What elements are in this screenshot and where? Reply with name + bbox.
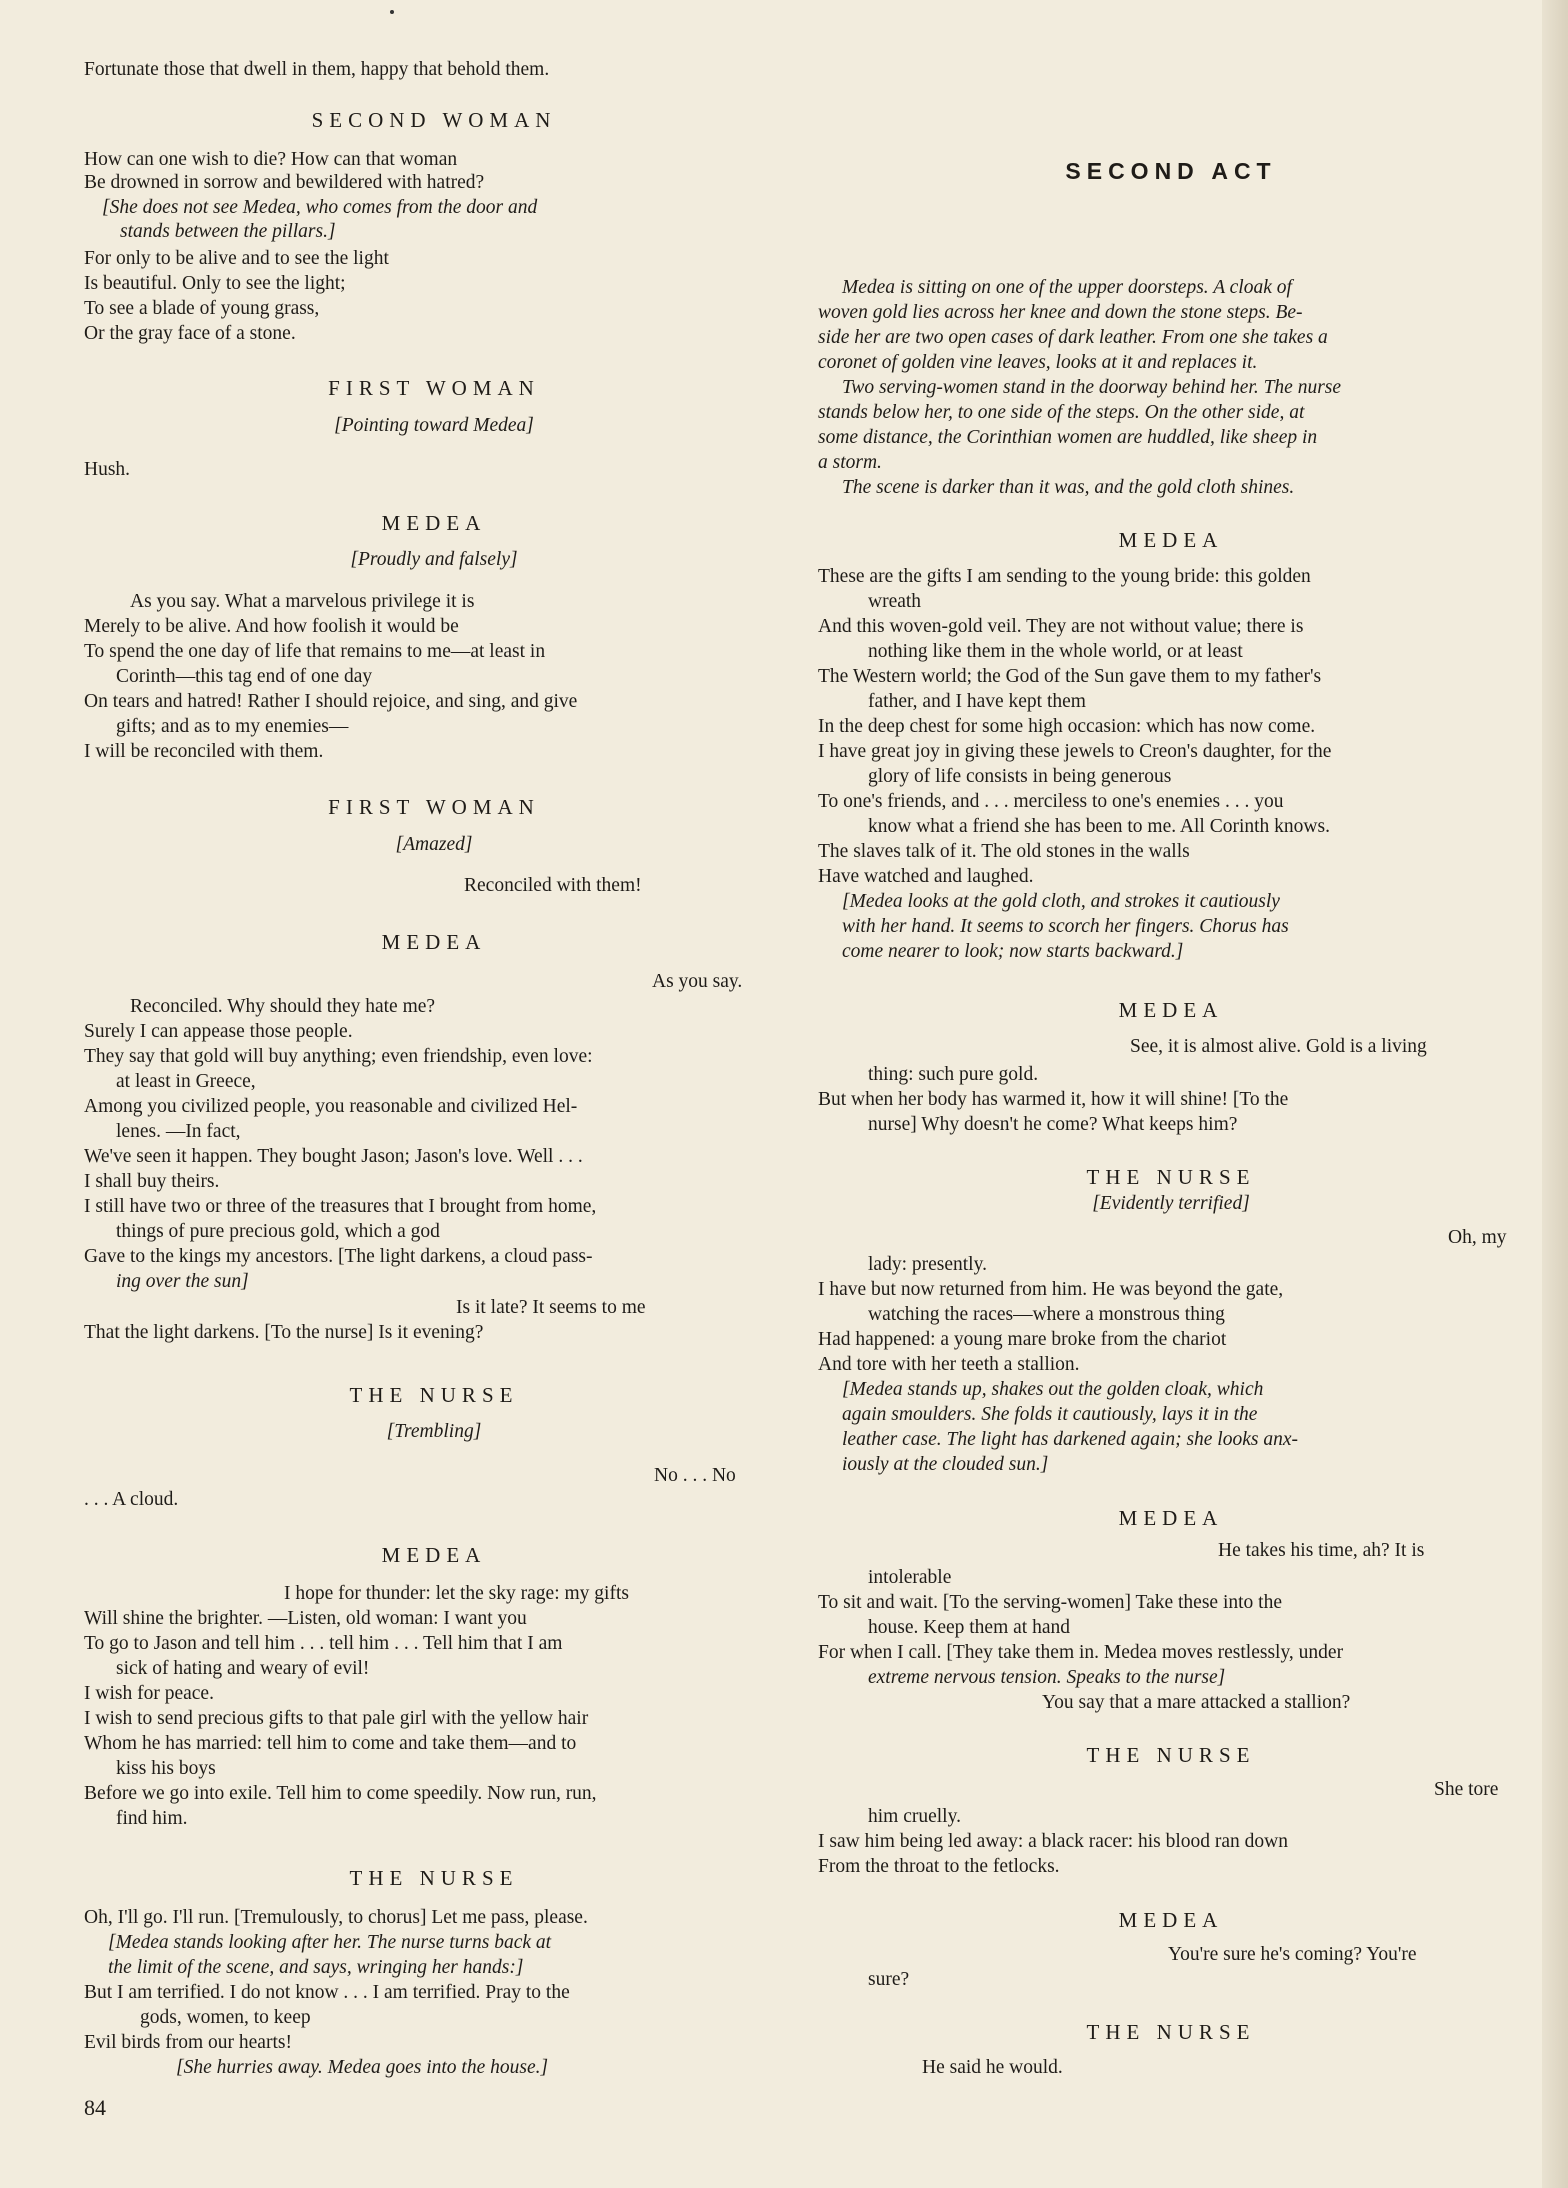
dialogue-line: Be drowned in sorrow and bewildered with hatred? xyxy=(84,172,485,193)
dialogue-line: Whom he has married: tell him to come and take them—and to xyxy=(84,1733,577,1754)
speaker-heading: MEDEA xyxy=(381,930,487,954)
dialogue-line: I have but now returned from him. He was beyond the gate, xyxy=(818,1279,1284,1300)
stage-direction: the limit of the scene, and says, wringing her hands:] xyxy=(108,1957,524,1978)
print-mark xyxy=(390,10,394,14)
stage-direction: extreme nervous tension. Speaks to the nurse] xyxy=(868,1667,1226,1688)
dialogue-line: And tore with her teeth a stallion. xyxy=(818,1354,1080,1375)
dialogue-line: To sit and wait. [To the serving-women] Take these into the xyxy=(818,1592,1282,1613)
dialogue-line: I will be reconciled with them. xyxy=(84,741,324,762)
dialogue-line: at least in Greece, xyxy=(116,1071,256,1092)
speaker-heading: MEDEA xyxy=(1118,528,1224,552)
dialogue-line: These are the gifts I am sending to the young bride: this golden xyxy=(818,566,1311,587)
dialogue-line: Oh, I'll go. I'll run. [Tremulously, to chorus] Let me pass, please. xyxy=(84,1907,588,1928)
dialogue-line: wreath xyxy=(868,591,922,612)
stage-direction: woven gold lies across her knee and down the stone steps. Be- xyxy=(818,302,1303,323)
dialogue-line: Fortunate those that dwell in them, happy that behold them. xyxy=(84,59,550,80)
stage-direction: side her are two open cases of dark leather. From one she takes a xyxy=(818,327,1328,348)
dialogue-line: Merely to be alive. And how foolish it would be xyxy=(84,616,459,637)
stage-direction: leather case. The light has darkened again; she looks anx- xyxy=(842,1429,1298,1450)
stage-direction: stands between the pillars.] xyxy=(120,221,336,242)
speaker-heading: THE NURSE xyxy=(349,1383,519,1407)
speaker-heading: THE NURSE xyxy=(1086,2020,1256,2044)
stage-direction: a storm. xyxy=(818,452,882,473)
speaker-heading: SECOND WOMAN xyxy=(311,108,557,132)
stage-direction: [Trembling] xyxy=(386,1421,482,1442)
dialogue-line: glory of life consists in being generous xyxy=(868,766,1172,787)
dialogue-line: house. Keep them at hand xyxy=(868,1617,1070,1638)
stage-direction: [Amazed] xyxy=(395,834,473,855)
speaker-heading: MEDEA xyxy=(381,1543,487,1567)
dialogue-line: We've seen it happen. They bought Jason; Jason's love. Well . . . xyxy=(84,1146,583,1167)
dialogue-line: I hope for thunder: let the sky rage: my gifts xyxy=(284,1583,629,1604)
dialogue-line: kiss his boys xyxy=(116,1758,216,1779)
stage-direction: [Medea stands up, shakes out the golden cloak, which xyxy=(842,1379,1264,1400)
speaker-heading: THE NURSE xyxy=(1086,1165,1256,1189)
dialogue-line: You say that a mare attacked a stallion? xyxy=(1042,1692,1351,1713)
stage-direction: with her hand. It seems to scorch her fingers. Chorus has xyxy=(842,916,1289,937)
dialogue-line: But I am terrified. I do not know . . . I am terrified. Pray to the xyxy=(84,1982,570,2003)
speaker-heading: THE NURSE xyxy=(349,1866,519,1890)
dialogue-line: On tears and hatred! Rather I should rejoice, and sing, and give xyxy=(84,691,578,712)
dialogue-line: You're sure he's coming? You're xyxy=(1168,1944,1417,1965)
dialogue-line: As you say. xyxy=(652,971,743,992)
speaker-heading: FIRST WOMAN xyxy=(328,795,540,819)
dialogue-line: Surely I can appease those people. xyxy=(84,1021,353,1042)
dialogue-line: He said he would. xyxy=(922,2057,1063,2078)
dialogue-line: father, and I have kept them xyxy=(868,691,1086,712)
dialogue-line: nurse] Why doesn't he come? What keeps him? xyxy=(868,1114,1238,1135)
dialogue-line: Reconciled with them! xyxy=(464,875,642,896)
dialogue-line: Or the gray face of a stone. xyxy=(84,323,296,344)
stage-direction: [She does not see Medea, who comes from the door and xyxy=(102,197,538,218)
dialogue-line: Oh, my xyxy=(1448,1227,1507,1248)
speaker-heading: MEDEA xyxy=(381,511,487,535)
stage-direction: iously at the clouded sun.] xyxy=(842,1454,1049,1475)
stage-direction: [Medea stands looking after her. The nurse turns back at xyxy=(108,1932,552,1953)
dialogue-line: lady: presently. xyxy=(868,1254,987,1275)
page-number: 84 xyxy=(84,2095,106,2120)
stage-direction: [She hurries away. Medea goes into the house.] xyxy=(176,2057,549,2078)
dialogue-line: watching the races—where a monstrous thing xyxy=(868,1304,1225,1325)
page-edge xyxy=(1542,0,1568,2188)
stage-direction: Medea is sitting on one of the upper doorsteps. A cloak of xyxy=(842,277,1292,298)
dialogue-line: To go to Jason and tell him . . . tell him . . . Tell him that I am xyxy=(84,1633,563,1654)
dialogue-line: Among you civilized people, you reasonable and civilized Hel- xyxy=(84,1096,578,1117)
dialogue-line: Evil birds from our hearts! xyxy=(84,2032,292,2053)
dialogue-line: gods, women, to keep xyxy=(140,2007,311,2028)
dialogue-line: intolerable xyxy=(868,1567,952,1588)
dialogue-line: thing: such pure gold. xyxy=(868,1064,1039,1085)
dialogue-line: He takes his time, ah? It is xyxy=(1218,1540,1425,1561)
stage-direction: The scene is darker than it was, and the gold cloth shines. xyxy=(842,477,1295,498)
dialogue-line: They say that gold will buy anything; even friendship, even love: xyxy=(84,1046,593,1067)
stage-direction: coronet of golden vine leaves, looks at it and replaces it. xyxy=(818,352,1258,373)
dialogue-line: Hush. xyxy=(84,459,131,480)
dialogue-line: Gave to the kings my ancestors. [The light darkens, a cloud pass- xyxy=(84,1246,593,1267)
dialogue-line: things of pure precious gold, which a god xyxy=(116,1221,440,1242)
dialogue-line: him cruelly. xyxy=(868,1806,961,1827)
speaker-heading: MEDEA xyxy=(1118,1908,1224,1932)
dialogue-line: That the light darkens. [To the nurse] Is it evening? xyxy=(84,1322,484,1343)
stage-direction: [Pointing toward Medea] xyxy=(334,415,534,436)
dialogue-line: Had happened: a young mare broke from the chariot xyxy=(818,1329,1227,1350)
stage-direction: ing over the sun] xyxy=(116,1271,249,1292)
dialogue-line: The Western world; the God of the Sun gave them to my father's xyxy=(818,666,1322,687)
dialogue-line: From the throat to the fetlocks. xyxy=(818,1856,1060,1877)
speaker-heading: MEDEA xyxy=(1118,998,1224,1022)
dialogue-line: The slaves talk of it. The old stones in the walls xyxy=(818,841,1190,862)
dialogue-line: Before we go into exile. Tell him to come speedily. Now run, run, xyxy=(84,1783,597,1804)
dialogue-line: I have great joy in giving these jewels to Creon's daughter, for the xyxy=(818,741,1332,762)
dialogue-line: I shall buy theirs. xyxy=(84,1171,220,1192)
dialogue-line: How can one wish to die? How can that woman xyxy=(84,149,458,170)
stage-direction: Two serving-women stand in the doorway behind her. The nurse xyxy=(842,377,1342,398)
speaker-heading: MEDEA xyxy=(1118,1506,1224,1530)
dialogue-line: To spend the one day of life that remains to me—at least in xyxy=(84,641,546,662)
dialogue-line: Is it late? It seems to me xyxy=(456,1297,646,1318)
dialogue-line: For only to be alive and to see the light xyxy=(84,248,389,269)
stage-direction: [Evidently terrified] xyxy=(1092,1193,1250,1214)
dialogue-line: For when I call. [They take them in. Medea moves restlessly, under xyxy=(818,1642,1344,1663)
dialogue-line: find him. xyxy=(116,1808,188,1829)
dialogue-line: Is beautiful. Only to see the light; xyxy=(84,273,346,294)
dialogue-line: And this woven-gold veil. They are not without value; there is xyxy=(818,616,1304,637)
act-title: SECOND ACT xyxy=(1065,158,1277,184)
dialogue-line: gifts; and as to my enemies— xyxy=(116,716,349,737)
dialogue-line: But when her body has warmed it, how it will shine! [To the xyxy=(818,1089,1289,1110)
dialogue-line: As you say. What a marvelous privilege it is xyxy=(130,591,475,612)
stage-direction: again smoulders. She folds it cautiously, lays it in the xyxy=(842,1404,1258,1425)
dialogue-line: No . . . No xyxy=(654,1465,736,1486)
dialogue-line: To see a blade of young grass, xyxy=(84,298,320,319)
stage-direction: [Medea looks at the gold cloth, and strokes it cautiously xyxy=(842,891,1280,912)
stage-direction: [Proudly and falsely] xyxy=(350,549,518,570)
dialogue-line: . . . A cloud. xyxy=(84,1489,179,1510)
dialogue-line: Will shine the brighter. —Listen, old woman: I want you xyxy=(84,1608,527,1629)
dialogue-line: Have watched and laughed. xyxy=(818,866,1034,887)
dialogue-line: I wish for peace. xyxy=(84,1683,214,1704)
dialogue-line: I still have two or three of the treasures that I brought from home, xyxy=(84,1196,597,1217)
speaker-heading: FIRST WOMAN xyxy=(328,376,540,400)
dialogue-line: Corinth—this tag end of one day xyxy=(116,666,373,687)
dialogue-line: See, it is almost alive. Gold is a living xyxy=(1130,1036,1427,1057)
dialogue-line: She tore xyxy=(1434,1779,1499,1800)
dialogue-line: I saw him being led away: a black racer: his blood ran down xyxy=(818,1831,1289,1852)
dialogue-line: know what a friend she has been to me. All Corinth knows. xyxy=(868,816,1330,837)
dialogue-line: lenes. —In fact, xyxy=(116,1121,241,1142)
dialogue-line: I wish to send precious gifts to that pale girl with the yellow hair xyxy=(84,1708,589,1729)
dialogue-line: sick of hating and weary of evil! xyxy=(116,1658,370,1679)
stage-direction: some distance, the Corinthian women are huddled, like sheep in xyxy=(818,427,1318,448)
dialogue-line: To one's friends, and . . . merciless to one's enemies . . . you xyxy=(818,791,1284,812)
dialogue-line: In the deep chest for some high occasion: which has now come. xyxy=(818,716,1316,737)
dialogue-line: Reconciled. Why should they hate me? xyxy=(130,996,436,1017)
dialogue-line: sure? xyxy=(868,1969,910,1990)
stage-direction: stands below her, to one side of the steps. On the other side, at xyxy=(818,402,1305,423)
speaker-heading: THE NURSE xyxy=(1086,1743,1256,1767)
dialogue-line: nothing like them in the whole world, or at least xyxy=(868,641,1243,662)
stage-direction: come nearer to look; now starts backward.] xyxy=(842,941,1184,962)
